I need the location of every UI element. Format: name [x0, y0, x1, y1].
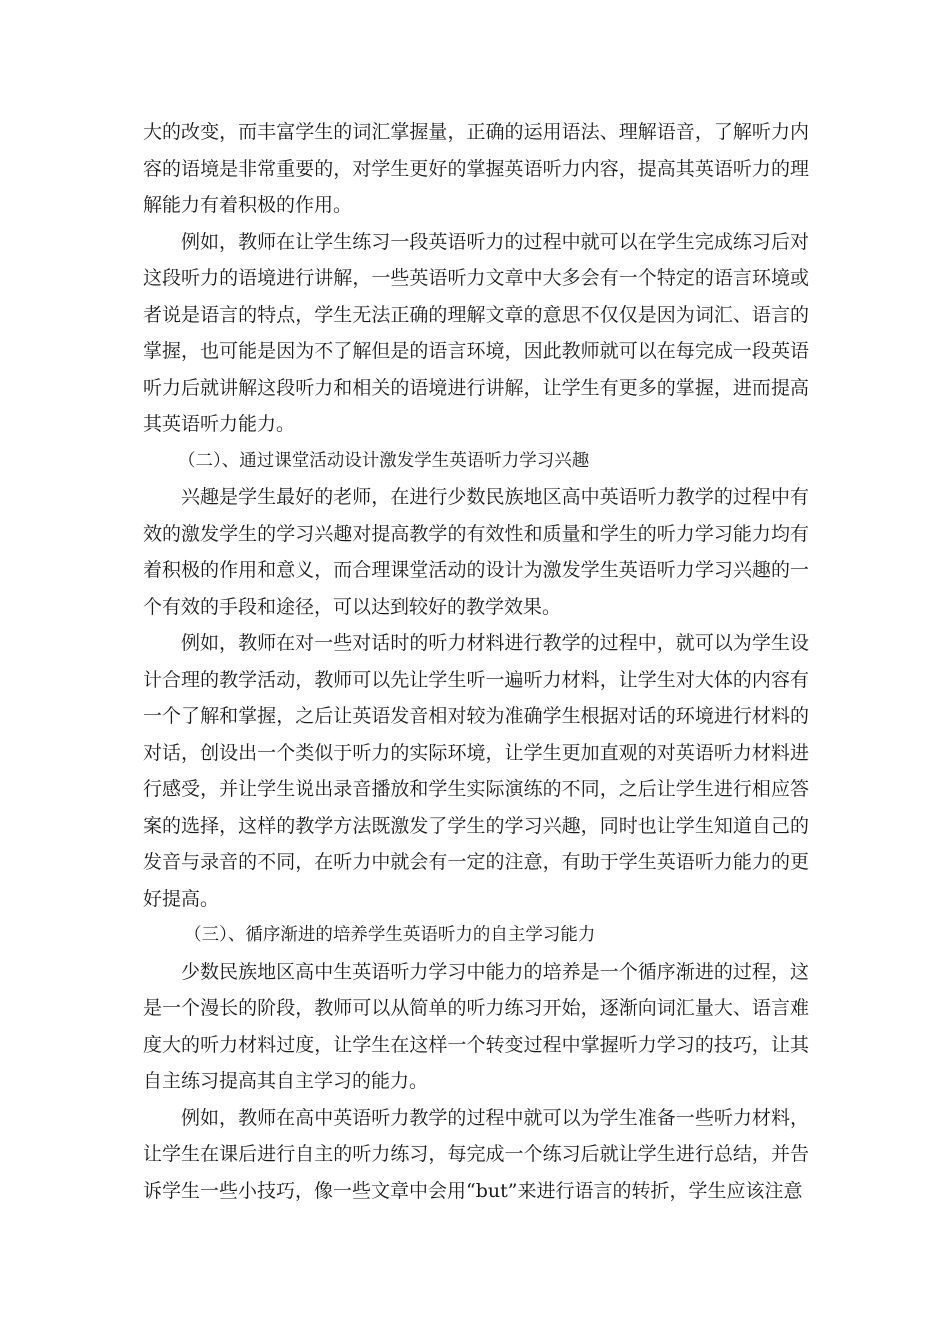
paragraph-6: 例如，教师在高中英语听力教学的过程中就可以为学生准备一些听力材料，让学生在课后进行自主的听力练习，每完成一个练习后就让学生进行总结，并告诉学生一些小技巧，像一些文章中会用“but”来进行语言的转折，学生应该注意 — [143, 1106, 809, 1202]
paragraph-2: 例如，教师在让学生练习一段英语听力的过程中就可以在学生完成练习后对这段听力的语境进行讲解，一些英语听力文章中大多会有一个特定的语言环境或者说是语言的特点，学生无法正确的理解文章的意思不仅仅是因为词汇、语言的掌握，也可能是因为不了解但是的语言环境，因此教师就可以在每完成一段英语听力后就讲解这段听力和相关的语境进行讲解，让学生有更多的掌握，进而提高其英语听力能力。 — [143, 230, 809, 435]
paragraph-3: 兴趣是学生最好的老师，在进行少数民族地区高中英语听力教学的过程中有效的激发学生的学习兴趣对提高教学的有效性和质量和学生的听力学习能力均有着积极的作用和意义，而合理课堂活动的设计为激发学生英语听力学习兴趣的一个有效的手段和途径，可以达到较好的教学效果。 — [143, 486, 809, 618]
document-body — [143, 114, 809, 1209]
section-heading-3: （三）、循序渐进的培养学生英语听力的自主学习能力 — [184, 925, 596, 945]
section-heading-2: （二）、通过课堂活动设计激发学生英语听力学习兴趣 — [178, 450, 590, 471]
paragraph-1: 大的改变，而丰富学生的词汇掌握量，正确的运用语法、理解语音，了解听力内容的语境是非常重要的，对学生更好的掌握英语听力内容，提高其英语听力的理解能力有着积极的作用。 — [143, 121, 809, 216]
paragraph-5: 少数民族地区高中生英语听力学习中能力的培养是一个循序渐进的过程，这是一个漫长的阶段，教师可以从简单的听力练习开始，逐渐向词汇量大、语言难度大的听力材料过度，让学生在这样一个转变过程中掌握听力学习的技巧，让其自主练习提高其自主学习的能力。 — [143, 960, 809, 1092]
paragraph-4: 例如，教师在对一些对话时的听力材料进行教学的过程中，就可以为学生设计合理的教学活动，教师可以先让学生听一遍听力材料，让学生对大体的内容有一个了解和掌握，之后让英语发音相对较为准确学生根据对话的环境进行材料的对话，创设出一个类似于听力的实际环境，让学生更加直观的对英语听力材料进行感受，并让学生说出录音播放和学生实际演练的不同，之后让学生进行相应答案的选择，这样的教学方法既激发了学生的学习兴趣，同时也让学生知道自己的发音与录音的不同，在听力中就会有一定的注意，有助于学生英语听力能力的更好提高。 — [143, 632, 809, 910]
